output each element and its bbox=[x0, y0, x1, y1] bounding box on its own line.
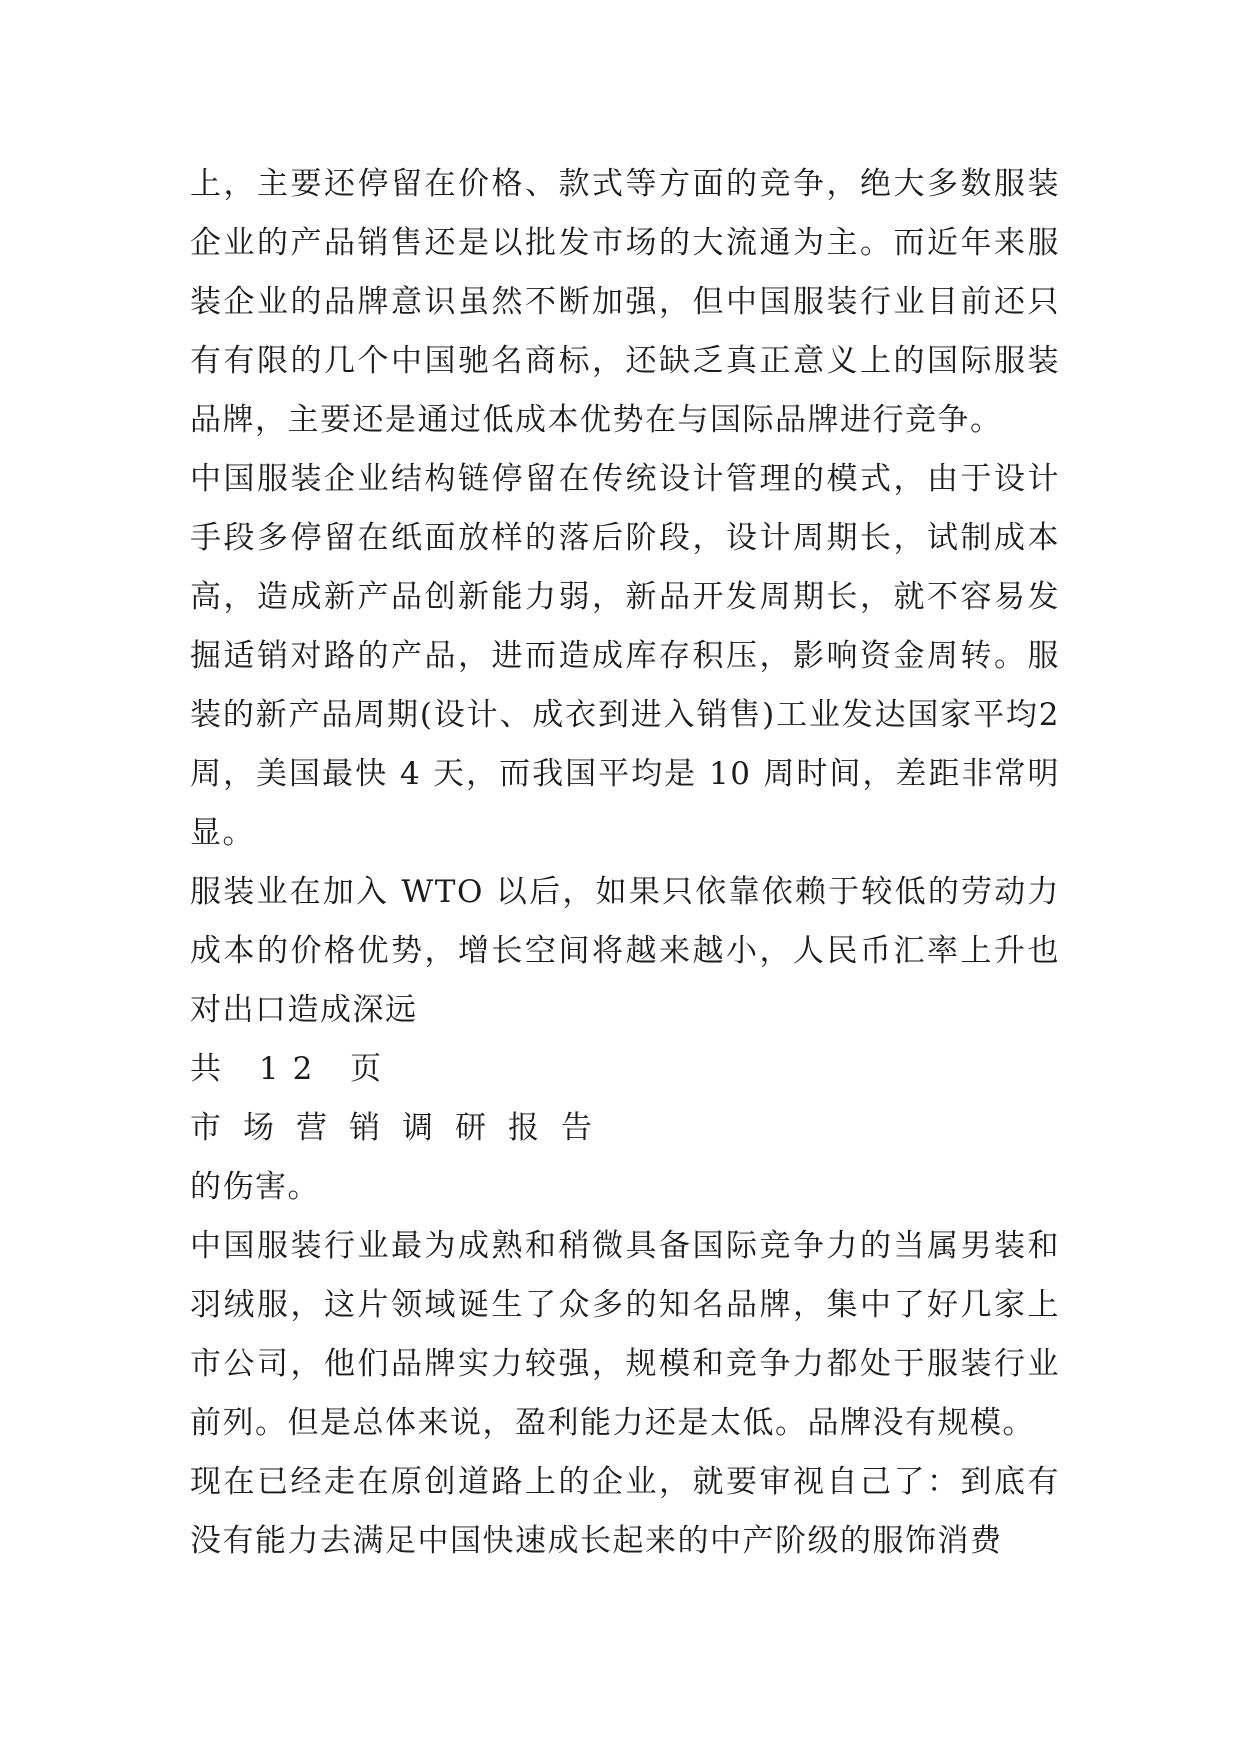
body-paragraph-6: 现在已经走在原创道路上的企业，就要审视自己了：到底有没有能力去满足中国快速成长起来的中产阶级的服饰消费 bbox=[190, 1464, 1060, 1559]
body-paragraph-5: 中国服装行业最为成熟和稍微具备国际竞争力的当属男装和羽绒服，这片领域诞生了众多的知名品牌，集中了好几家上市公司，他们品牌实力较强，规模和竞争力都处于服装行业前列。但是总体来说，盈利能力还是太低。品牌没有规模。 bbox=[190, 1228, 1060, 1441]
body-paragraph-1: 上，主要还停留在价格、款式等方面的竞争，绝大多数服装企业的产品销售还是以批发市场的大流通为主。而近年来服装企业的品牌意识虽然不断加强，但中国服装行业目前还只有有限的几个中国驰名商标，还缺乏真正意义上的国际服装品牌，主要还是通过低成本优势在与国际品牌进行竞争。 bbox=[190, 166, 1060, 438]
body-paragraph-4: 的伤害。 bbox=[190, 1169, 320, 1205]
running-header-title: 市场营销调研报告 bbox=[190, 1110, 614, 1146]
body-paragraph-3: 服装业在加入 WTO 以后，如果只依靠依赖于较低的劳动力成本的价格优势，增长空间将越来越小，人民币汇率上升也对出口造成深远 bbox=[190, 874, 1060, 1028]
page-count-footer: 共 12 页 bbox=[190, 1051, 396, 1087]
body-paragraph-2: 中国服装企业结构链停留在传统设计管理的模式，由于设计手段多停留在纸面放样的落后阶段，设计周期长，试制成本高，造成新产品创新能力弱，新品开发周期长，就不容易发掘适销对路的产品，进而造成库存积压，影响资金周转。服装的新产品周期(设计、成衣到进入销售)工业发达国家平均2 周，美国最快 4 天，而我国平均是 10 周时间，差距非常明显。 bbox=[190, 461, 1060, 851]
document-page bbox=[190, 155, 1060, 1571]
